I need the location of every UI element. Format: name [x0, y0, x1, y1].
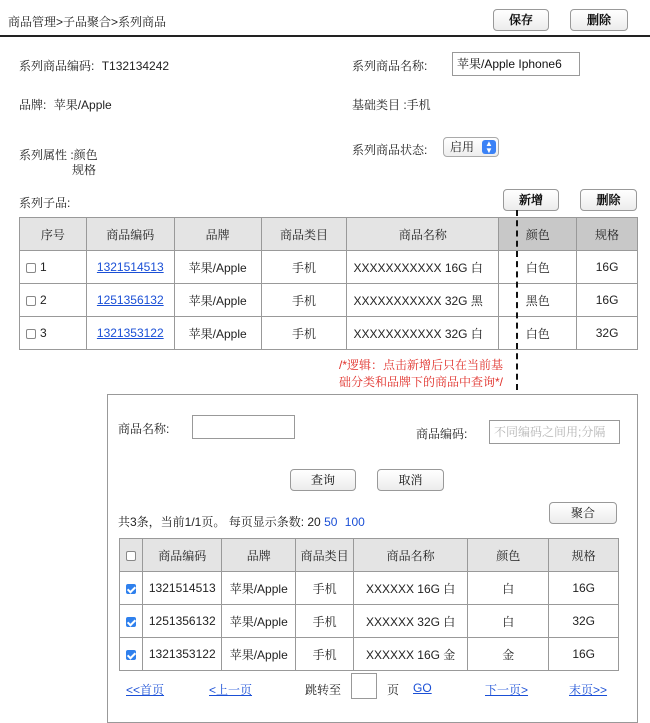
page-size-50[interactable]: 50	[324, 515, 338, 529]
col-category: 商品类目	[261, 218, 347, 251]
series-code-value: T132134242	[101, 59, 170, 73]
delete-child-button[interactable]: 删除	[580, 189, 637, 211]
product-code-link[interactable]: 1321514513	[96, 260, 164, 274]
annotation-divider	[516, 210, 518, 390]
first-page-link[interactable]: <<首页	[126, 683, 165, 697]
row-checkbox[interactable]	[26, 296, 36, 306]
table-row: 1251356132 苹果/Apple 手机 XXXXXX 32G 白 白 32G	[120, 605, 619, 638]
table-row: 3 1321353122 苹果/Apple 手机 XXXXXXXXXXX 32G 白 白色 32G	[20, 317, 638, 350]
last-page-link[interactable]: 末页>>	[569, 683, 608, 697]
pager	[108, 673, 639, 703]
series-code-label: 系列商品编码: T132134242	[19, 59, 170, 73]
col-no: 序号	[20, 218, 87, 251]
children-label: 系列子品:	[19, 196, 71, 210]
status-label: 系列商品状态:	[352, 143, 428, 157]
page-size-100[interactable]: 100	[344, 515, 365, 529]
jump-page-input[interactable]	[351, 673, 377, 699]
delete-button[interactable]: 删除	[570, 9, 628, 31]
logic-note: /*逻辑：点击新增后只在当前基 础分类和品牌下的商品中查询*/	[338, 358, 503, 389]
row-checkbox[interactable]	[26, 329, 36, 339]
col-name: 商品名称	[347, 218, 499, 251]
popup-code-label: 商品编码:	[416, 427, 468, 441]
row-checkbox[interactable]	[126, 650, 136, 660]
next-page-link[interactable]: 下一页>	[485, 683, 529, 697]
attribute-value-color: 颜色	[73, 148, 98, 162]
row-checkbox[interactable]	[126, 617, 136, 627]
prev-page-link[interactable]: <上一页	[209, 683, 253, 697]
pagination-summary: 共3条，当前1/1页。 每页显示条数: 20 50 100	[118, 515, 365, 529]
popup-table-header: 商品编码 品牌 商品类目 商品名称 颜色 规格	[120, 539, 619, 572]
aggregate-button[interactable]: 聚合	[549, 502, 617, 524]
table-row: 1 1321514513 苹果/Apple 手机 XXXXXXXXXXX 16G 白 白色 16G	[20, 251, 638, 284]
table-row: 1321514513 苹果/Apple 手机 XXXXXX 16G 白 白 16G	[120, 572, 619, 605]
category-label: 基础类目 :手机	[352, 98, 431, 112]
status-select[interactable]: 启用 ▲ ▼	[443, 137, 499, 157]
product-code-link[interactable]: 1321353122	[96, 326, 164, 340]
query-button[interactable]: 查询	[290, 469, 356, 491]
breadcrumb: 商品管理>子品聚合>系列商品	[8, 15, 167, 29]
jump-label: 跳转至	[305, 683, 342, 697]
children-table-header	[20, 218, 638, 251]
popup-name-input[interactable]	[192, 415, 295, 439]
table-row: 2 1251356132 苹果/Apple 手机 XXXXXXXXXXX 32G 黑 黑色 16G	[20, 284, 638, 317]
brand-value: 苹果/Apple	[53, 98, 112, 112]
header-divider	[0, 35, 650, 37]
category-value: 手机	[406, 98, 431, 112]
attribute-value-spec: 规格	[72, 163, 97, 177]
series-name-label: 系列商品名称:	[352, 59, 428, 73]
col-brand: 品牌	[174, 218, 261, 251]
popup-name-label: 商品名称:	[118, 422, 170, 436]
select-all-checkbox[interactable]	[126, 551, 136, 561]
col-code: 商品编码	[86, 218, 174, 251]
attribute-label: 系列属性 :颜色	[19, 148, 98, 162]
add-child-button[interactable]: 新增	[503, 189, 559, 211]
series-name-input[interactable]: 苹果/Apple Iphone6	[452, 52, 580, 76]
go-link[interactable]: GO	[413, 681, 432, 695]
product-code-link[interactable]: 1251356132	[96, 293, 164, 307]
table-row: 1321353122 苹果/Apple 手机 XXXXXX 16G 金 金 16G	[120, 638, 619, 671]
col-color: 颜色	[499, 218, 577, 251]
brand-label: 品牌: 苹果/Apple	[19, 98, 112, 112]
cancel-button[interactable]: 取消	[377, 469, 444, 491]
row-checkbox[interactable]	[126, 584, 136, 594]
children-table	[19, 217, 638, 350]
chevron-updown-icon: ▲ ▼	[482, 140, 496, 154]
save-button[interactable]: 保存	[493, 9, 549, 31]
page-unit-label: 页	[387, 683, 400, 697]
product-select-dialog	[107, 394, 638, 723]
row-checkbox[interactable]	[26, 263, 36, 273]
popup-table	[119, 538, 619, 671]
col-spec: 规格	[577, 218, 638, 251]
popup-code-input[interactable]: 不同编码之间用;分隔	[489, 420, 620, 444]
